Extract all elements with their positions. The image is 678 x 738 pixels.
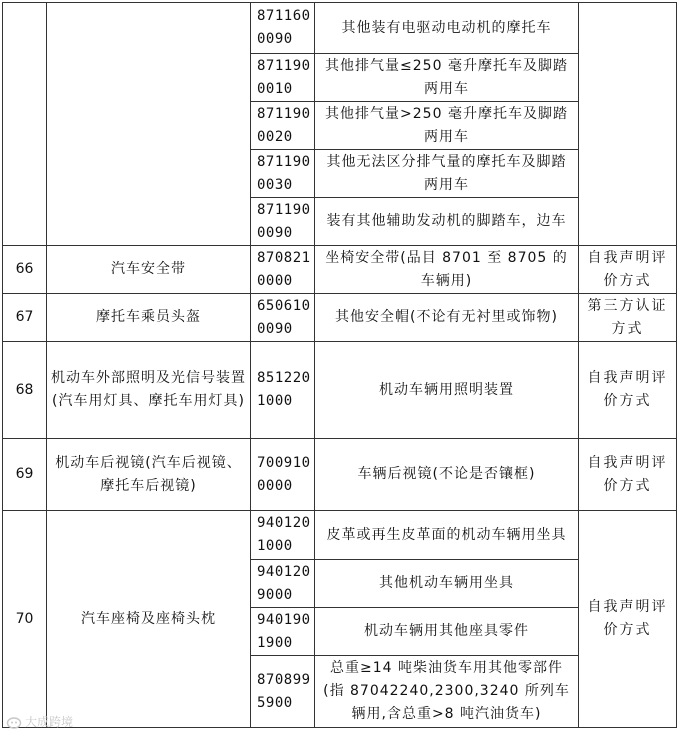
product-description-cell: 其他装有电驱动电动机的摩托车 bbox=[315, 3, 579, 54]
hs-code-cell: 8708995900 bbox=[251, 656, 315, 728]
assessment-method-cell: 自我声明评价方式 bbox=[579, 342, 677, 439]
product-description-cell: 总重≥14 吨柴油货车用其他零部件(指 87042240,2300,3240 所列车辆用,含总重>8 吨汽油货车) bbox=[315, 656, 579, 728]
hs-code-cell: 8711900090 bbox=[251, 198, 315, 246]
logo-icon bbox=[6, 715, 22, 729]
product-description-cell: 其他安全帽(不论有无衬里或饰物) bbox=[315, 294, 579, 342]
hs-code-cell: 9401201000 bbox=[251, 511, 315, 560]
product-description-cell: 其他排气量≤250 毫升摩托车及脚踏两用车 bbox=[315, 54, 579, 102]
table-row bbox=[3, 246, 677, 294]
hs-code-cell: 7009100000 bbox=[251, 439, 315, 511]
product-description-cell: 车辆后视镜(不论是否镶框) bbox=[315, 439, 579, 511]
table-row bbox=[3, 439, 677, 511]
product-description-cell: 其他无法区分排气量的摩托车及脚踏两用车 bbox=[315, 150, 579, 198]
product-name-cell: 摩托车乘员头盔 bbox=[47, 294, 251, 342]
table-row bbox=[3, 3, 677, 54]
product-description-cell: 机动车辆用其他座具零件 bbox=[315, 608, 579, 656]
assessment-method-cell: 自我声明评价方式 bbox=[579, 439, 677, 511]
product-description-cell: 装有其他辅助发动机的脚踏车，边车 bbox=[315, 198, 579, 246]
hs-code-cell: 8711600090 bbox=[251, 3, 315, 54]
hs-code-cell: 8708210000 bbox=[251, 246, 315, 294]
continued-number-cell bbox=[3, 3, 47, 246]
hs-code-cell: 9401209000 bbox=[251, 560, 315, 608]
table-row bbox=[3, 511, 677, 560]
product-description-cell: 皮革或再生皮革面的机动车辆用坐具 bbox=[315, 511, 579, 560]
table-row bbox=[3, 342, 677, 439]
product-name-cell: 机动车外部照明及光信号装置(汽车用灯具、摩托车用灯具) bbox=[47, 342, 251, 439]
continued-name-cell bbox=[47, 3, 251, 246]
row-number-cell: 67 bbox=[3, 294, 47, 342]
row-number-cell: 66 bbox=[3, 246, 47, 294]
hs-code-cell: 8711900020 bbox=[251, 102, 315, 150]
assessment-method-cell: 自我声明评价方式 bbox=[579, 511, 677, 728]
hs-code-cell: 8711900010 bbox=[251, 54, 315, 102]
product-catalog-table bbox=[2, 2, 677, 728]
product-name-cell: 机动车后视镜(汽车后视镜、摩托车后视镜) bbox=[47, 439, 251, 511]
continued-method-cell bbox=[579, 3, 677, 246]
assessment-method-cell: 第三方认证方式 bbox=[579, 294, 677, 342]
assessment-method-cell: 自我声明评价方式 bbox=[579, 246, 677, 294]
row-number-cell: 69 bbox=[3, 439, 47, 511]
product-name-cell: 汽车安全带 bbox=[47, 246, 251, 294]
product-description-cell: 机动车辆用照明装置 bbox=[315, 342, 579, 439]
product-name-cell: 汽车座椅及座椅头枕 bbox=[47, 511, 251, 728]
hs-code-cell: 8512201000 bbox=[251, 342, 315, 439]
product-description-cell: 其他排气量>250 毫升摩托车及脚踏两用车 bbox=[315, 102, 579, 150]
product-description-cell: 坐椅安全带(品目 8701 至 8705 的车辆用) bbox=[315, 246, 579, 294]
row-number-cell: 68 bbox=[3, 342, 47, 439]
hs-code-cell: 8711900030 bbox=[251, 150, 315, 198]
watermark bbox=[6, 713, 73, 730]
watermark-text: 大成跨境 bbox=[25, 715, 74, 729]
hs-code-cell: 6506100090 bbox=[251, 294, 315, 342]
row-number-cell: 70 bbox=[3, 511, 47, 728]
table-row bbox=[3, 294, 677, 342]
hs-code-cell: 9401901900 bbox=[251, 608, 315, 656]
product-description-cell: 其他机动车辆用坐具 bbox=[315, 560, 579, 608]
